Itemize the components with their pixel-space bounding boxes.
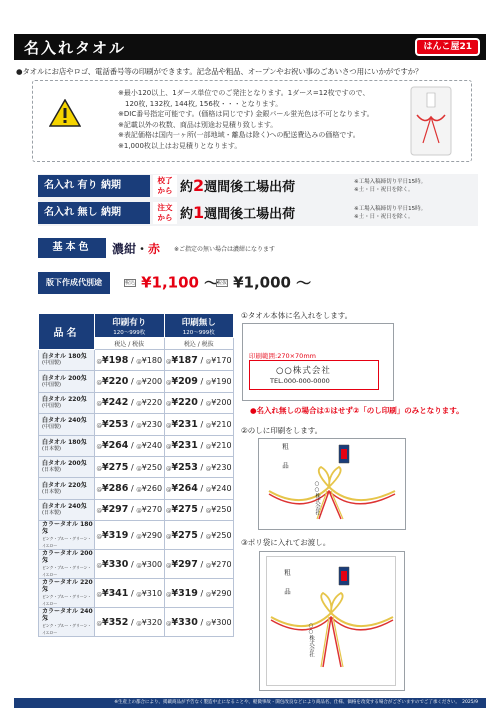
title-bar <box>14 34 486 60</box>
price-tax-in: ¥286 <box>101 483 129 495</box>
at-mark: @ <box>96 487 102 494</box>
price-cell-plain: @¥187 / @¥170 <box>164 350 234 371</box>
price-cell-printed: @¥297 / @¥270 <box>95 499 165 520</box>
step3-caption: ③ポリ袋に入れてお渡し。 <box>241 538 331 547</box>
plain-notice: ●名入れ無しの場合は①はせず②「のし印刷」のみとなります。 <box>250 406 464 415</box>
price-tax-out: ¥200 <box>211 398 232 408</box>
price-tax-in: ¥231 <box>171 418 198 430</box>
at-mark: @ <box>165 533 172 540</box>
at-mark: @ <box>165 591 172 598</box>
tax-in-tag: 税込 <box>125 279 136 286</box>
at-mark: @ <box>165 465 172 472</box>
lead-time-weeks: 1 <box>193 203 205 222</box>
plate-fee-row <box>38 272 478 294</box>
at-mark: @ <box>165 508 172 515</box>
basic-color-label: 基本色 <box>38 238 106 258</box>
price-tax-out: ¥320 <box>141 617 163 627</box>
price-tax-in: ¥319 <box>171 587 198 599</box>
at-mark: @ <box>205 508 212 515</box>
price-tax-in: ¥297 <box>101 504 129 516</box>
price-tax-in: ¥209 <box>171 376 198 388</box>
at-mark: @ <box>165 401 172 408</box>
price-tax-out: ¥270 <box>211 559 232 569</box>
price-tax-in: ¥319 <box>101 529 129 541</box>
price-cell-plain: @¥231 / @¥210 <box>164 435 234 456</box>
price-tax-in: ¥341 <box>101 587 129 599</box>
product-sub: ピンク・ブルー・グリーン・イエロー <box>42 565 92 578</box>
plate-price-tax-in <box>124 272 219 294</box>
product-name: カラータオル 240匁 <box>42 608 93 623</box>
at-mark: @ <box>136 422 142 429</box>
price-cell-printed: @¥264 / @¥240 <box>95 435 165 456</box>
product-cell <box>39 521 95 550</box>
noshi-text: 粗 品 <box>283 569 291 598</box>
header-printed <box>95 314 165 338</box>
price-tax-in: ¥264 <box>101 440 129 452</box>
notice-box <box>32 80 472 162</box>
price-cell-plain: @¥319 / @¥290 <box>164 579 234 608</box>
at-mark: @ <box>205 358 212 365</box>
table-row <box>39 371 234 392</box>
price-cell-plain: @¥264 / @¥240 <box>164 478 234 499</box>
product-cell <box>39 435 95 456</box>
company-name: ○○株式会社 <box>276 366 331 376</box>
noshi-text: 粗 品 <box>281 443 289 472</box>
intro-text: ●タオルにお店やロゴ、電話番号等の印刷ができます。記念品や粗品、オープンやお祝い事のごあいさつ用にいかがですか？ <box>16 67 423 76</box>
at-mark: @ <box>136 487 142 494</box>
product-cell <box>39 392 95 413</box>
print-area-label: 印刷範囲:270×70mm <box>249 352 316 360</box>
lead-time-badge <box>153 202 177 224</box>
product-sub: (中国製) <box>42 381 61 388</box>
product-name: 白タオル 200匁 <box>42 460 87 468</box>
product-cell <box>39 371 95 392</box>
price-cell-plain: @¥220 / @¥200 <box>164 392 234 413</box>
product-sub: (中国製) <box>42 424 61 431</box>
lead-time-note-2: ※土・日・祝日を除く。 <box>354 214 414 220</box>
at-mark: @ <box>205 380 212 387</box>
tilde: 〜 <box>204 274 220 292</box>
at-mark: @ <box>165 620 172 627</box>
price-cell-printed: @¥286 / @¥260 <box>95 478 165 499</box>
product-name: カラータオル 180匁 <box>42 521 93 536</box>
price-cell-printed: @¥341 / @¥310 <box>95 579 165 608</box>
lead-time-post: 週間後工場出荷 <box>204 180 296 195</box>
notice-line: 120枚, 132枚, 144枚, 156枚・・・となります。 <box>118 99 283 108</box>
product-cell <box>39 414 95 435</box>
at-mark: @ <box>136 465 142 472</box>
at-mark: @ <box>205 401 212 408</box>
price-tax-out: ¥220 <box>141 398 163 408</box>
color-red: 赤 <box>148 242 161 256</box>
header-plain-qty: 120〜999枚 <box>182 329 215 336</box>
towel-print-figure <box>242 323 394 401</box>
notice-line: ※最小120以上、1ダース単位でのご発注となります。1ダース=12枚ですので、 <box>118 89 370 97</box>
tilde: 〜 <box>296 274 312 292</box>
product-cell <box>39 456 95 477</box>
footer-text: ※生産上の都合により、掲載商品が予告なく製造中止になることや、軽微事故・開包改良などにより商品名、仕様、価格を改変する場合がございますのでご了承ください。 2025/9 <box>114 700 478 705</box>
table-row <box>39 608 234 637</box>
price-tax-in: ¥198 <box>101 354 129 366</box>
poly-bag-figure <box>259 551 405 691</box>
price-tax-out: ¥230 <box>211 462 232 472</box>
product-sub: (日本製) <box>42 509 61 516</box>
price-tax-out: ¥310 <box>141 588 163 598</box>
price-tax-in: ¥253 <box>171 461 198 473</box>
product-cell <box>39 350 95 371</box>
price-cell-printed: @¥352 / @¥320 <box>95 608 165 637</box>
at-mark: @ <box>205 422 212 429</box>
price-cell-plain: @¥275 / @¥250 <box>164 521 234 550</box>
at-mark: @ <box>96 533 102 540</box>
plate-price-in: ¥1,100 <box>141 273 199 292</box>
badge-bottom: から <box>157 186 173 195</box>
product-sub: (日本製) <box>42 467 61 474</box>
product-name: カラータオル 220匁 <box>42 579 93 594</box>
header-product: 品名 <box>39 314 95 350</box>
at-mark: @ <box>96 508 102 515</box>
lead-time-note <box>354 205 426 221</box>
lead-time-pre: 約 <box>180 207 194 222</box>
product-name: 白タオル 200匁 <box>42 374 87 382</box>
product-sub: (日本製) <box>42 488 61 495</box>
at-mark: @ <box>165 487 172 494</box>
at-mark: @ <box>136 444 142 451</box>
at-mark: @ <box>165 422 172 429</box>
at-mark: @ <box>96 591 102 598</box>
price-cell-printed: @¥220 / @¥200 <box>95 371 165 392</box>
lead-time-post: 週間後工場出荷 <box>204 207 296 222</box>
price-tax-out: ¥300 <box>141 559 163 569</box>
plate-price-out: ¥1,000 <box>233 273 291 292</box>
price-tax-in: ¥297 <box>171 558 198 570</box>
lead-time-label: 名入れ 有り 納期 <box>38 175 150 197</box>
notice-line: ※1,000枚以上はお見積りとなります。 <box>118 141 242 150</box>
at-mark: @ <box>205 562 212 569</box>
plate-price-tax-out <box>216 272 311 294</box>
page-title: 名入れタオル <box>24 39 127 57</box>
at-mark: @ <box>96 562 102 569</box>
at-mark: @ <box>96 465 102 472</box>
at-mark: @ <box>165 444 172 451</box>
towel-package-image <box>403 85 457 157</box>
price-cell-plain: @¥209 / @¥190 <box>164 371 234 392</box>
at-mark: @ <box>96 401 102 408</box>
company-tel: TEL.000-000-0000 <box>270 377 330 385</box>
price-tax-out: ¥270 <box>141 505 163 515</box>
at-mark: @ <box>165 358 172 365</box>
lead-time-value <box>180 203 295 222</box>
at-mark: @ <box>165 562 172 569</box>
at-mark: @ <box>96 444 102 451</box>
price-tax-in: ¥275 <box>171 529 198 541</box>
product-name: 白タオル 220匁 <box>42 481 87 489</box>
product-sub: (中国製) <box>42 402 61 409</box>
at-mark: @ <box>205 620 212 627</box>
at-mark: @ <box>205 465 212 472</box>
table-row <box>39 392 234 413</box>
header-printed-title: 印刷有り <box>112 317 147 328</box>
subheader-printed: 税込 / 税抜 <box>95 338 165 350</box>
lead-time-with-print <box>38 175 478 197</box>
at-mark: @ <box>96 422 102 429</box>
product-sub: ピンク・ブルー・グリーン・イエロー <box>42 594 92 607</box>
at-mark: @ <box>136 562 142 569</box>
product-name: 白タオル 180匁 <box>42 438 87 446</box>
at-mark: @ <box>136 508 142 515</box>
table-row <box>39 414 234 435</box>
lead-time-note <box>354 178 426 194</box>
product-sub: (日本製) <box>42 445 61 452</box>
price-tax-out: ¥290 <box>211 588 232 598</box>
plate-fee-label: 版下作成代別途 <box>38 272 110 294</box>
header-printed-qty: 120〜999枚 <box>113 329 146 336</box>
notice-line: ※表記価格は国内一ヶ所(一部地域・離島は除く)への配送費込みの価格です。 <box>118 131 360 140</box>
basic-color-note: ※ご指定の無い場合は濃紺になります <box>174 246 276 253</box>
product-cell <box>39 550 95 579</box>
product-name: 白タオル 220匁 <box>42 395 87 403</box>
price-tax-out: ¥200 <box>141 377 163 387</box>
notice-line: ※記載以外の枚数、商品は別途お見積り致します。 <box>118 120 278 129</box>
footer-bar <box>14 698 486 708</box>
table-row <box>39 350 234 371</box>
header-plain <box>164 314 234 338</box>
at-mark: @ <box>136 591 142 598</box>
product-sub: ピンク・ブルー・グリーン・イエロー <box>42 536 92 549</box>
price-tax-in: ¥242 <box>101 397 129 409</box>
step1-caption: ①タオル本体に名入れをします。 <box>241 311 353 320</box>
color-navy: 濃紺 <box>112 242 137 256</box>
price-tax-in: ¥264 <box>171 483 198 495</box>
badge-top: 注文 <box>157 203 173 212</box>
notice-line: ※DIC番号指定可能です。(価格は同じです) 金銀パール蛍光色は不可となります。 <box>118 110 374 119</box>
price-cell-plain: @¥330 / @¥300 <box>164 608 234 637</box>
price-tax-in: ¥275 <box>101 461 129 473</box>
product-name: 白タオル 240匁 <box>42 417 87 425</box>
poly-bag <box>266 556 396 686</box>
price-cell-printed: @¥275 / @¥250 <box>95 456 165 477</box>
price-tax-in: ¥231 <box>171 440 198 452</box>
price-tax-out: ¥210 <box>211 419 232 429</box>
product-cell <box>39 579 95 608</box>
notice-lines <box>118 88 374 152</box>
price-tax-out: ¥290 <box>141 530 163 540</box>
tax-out-tag: 税抜 <box>217 279 228 286</box>
header-plain-title: 印刷無し <box>181 317 216 328</box>
warning-icon <box>49 99 81 127</box>
product-sub: (中国製) <box>42 360 61 367</box>
noshi-figure <box>258 438 406 530</box>
at-mark: @ <box>205 533 212 540</box>
at-mark: @ <box>165 380 172 387</box>
price-tax-out: ¥250 <box>211 530 232 540</box>
at-mark: @ <box>96 380 102 387</box>
price-tax-out: ¥250 <box>141 462 163 472</box>
price-tax-out: ¥210 <box>211 441 232 451</box>
table-row <box>39 435 234 456</box>
product-cell <box>39 608 95 637</box>
price-table <box>38 313 234 637</box>
lead-time-pre: 約 <box>180 180 194 195</box>
price-cell-printed: @¥330 / @¥300 <box>95 550 165 579</box>
noshi-name: ○○株式会社 <box>314 481 320 515</box>
at-mark: @ <box>205 487 212 494</box>
price-tax-in: ¥220 <box>101 376 129 388</box>
lead-time-badge <box>153 175 177 197</box>
price-tax-in: ¥187 <box>171 354 198 366</box>
price-cell-plain: @¥253 / @¥230 <box>164 456 234 477</box>
noshi-name: ○○株式会社 <box>308 623 314 657</box>
lead-time-note-2: ※土・日・祝日を除く。 <box>354 187 414 193</box>
color-dot: ・ <box>136 242 149 256</box>
price-cell-printed: @¥253 / @¥230 <box>95 414 165 435</box>
step2-caption: ②のしに印刷をします。 <box>241 426 323 435</box>
lead-time-note-1: ※工場入稿締切り平日15時。 <box>354 206 427 212</box>
price-tax-out: ¥180 <box>141 355 163 365</box>
price-cell-plain: @¥275 / @¥250 <box>164 499 234 520</box>
at-mark: @ <box>136 620 142 627</box>
price-tax-in: ¥220 <box>171 397 198 409</box>
price-cell-printed: @¥242 / @¥220 <box>95 392 165 413</box>
table-row <box>39 456 234 477</box>
lead-time-value <box>180 176 295 195</box>
price-tax-out: ¥240 <box>211 484 232 494</box>
price-cell-printed: @¥319 / @¥290 <box>95 521 165 550</box>
at-mark: @ <box>96 358 102 365</box>
table-row <box>39 478 234 499</box>
price-tax-out: ¥250 <box>211 505 232 515</box>
price-tax-out: ¥170 <box>211 355 232 365</box>
price-cell-plain: @¥231 / @¥210 <box>164 414 234 435</box>
lead-time-note-1: ※工場入稿締切り平日15時。 <box>354 179 427 185</box>
at-mark: @ <box>96 620 102 627</box>
print-area-box <box>249 360 379 390</box>
price-tax-in: ¥330 <box>171 616 198 628</box>
product-name: カラータオル 200匁 <box>42 550 93 565</box>
at-mark: @ <box>136 380 142 387</box>
price-tax-in: ¥275 <box>171 504 198 516</box>
price-tax-out: ¥240 <box>141 441 163 451</box>
price-tax-out: ¥260 <box>141 484 163 494</box>
product-cell <box>39 478 95 499</box>
price-tax-in: ¥330 <box>101 558 129 570</box>
price-tax-in: ¥352 <box>101 616 129 628</box>
product-name: 白タオル 240匁 <box>42 502 87 510</box>
brand-logo: はんこ屋21 <box>415 38 480 56</box>
price-tax-in: ¥253 <box>101 418 129 430</box>
at-mark: @ <box>136 401 142 408</box>
table-row <box>39 521 234 550</box>
price-cell-plain: @¥297 / @¥270 <box>164 550 234 579</box>
product-cell <box>39 499 95 520</box>
product-name: 白タオル 180匁 <box>42 353 87 361</box>
lead-time-without-print <box>38 202 478 224</box>
price-tax-out: ¥300 <box>211 617 232 627</box>
badge-bottom: から <box>157 213 173 222</box>
table-row <box>39 550 234 579</box>
price-tax-out: ¥230 <box>141 419 163 429</box>
basic-color-row <box>38 238 478 258</box>
table-row <box>39 499 234 520</box>
at-mark: @ <box>136 533 142 540</box>
basic-color-values <box>112 240 160 257</box>
product-sub: ピンク・ブルー・グリーン・イエロー <box>42 623 92 636</box>
subheader-plain: 税込 / 税抜 <box>164 338 234 350</box>
lead-time-weeks: 2 <box>193 176 205 195</box>
lead-time-label: 名入れ 無し 納期 <box>38 202 150 224</box>
badge-top: 校了 <box>157 176 173 185</box>
price-tax-out: ¥190 <box>211 377 232 387</box>
price-cell-printed: @¥198 / @¥180 <box>95 350 165 371</box>
table-header-row <box>39 314 234 338</box>
at-mark: @ <box>136 358 142 365</box>
at-mark: @ <box>205 444 212 451</box>
at-mark: @ <box>205 591 212 598</box>
table-row <box>39 579 234 608</box>
